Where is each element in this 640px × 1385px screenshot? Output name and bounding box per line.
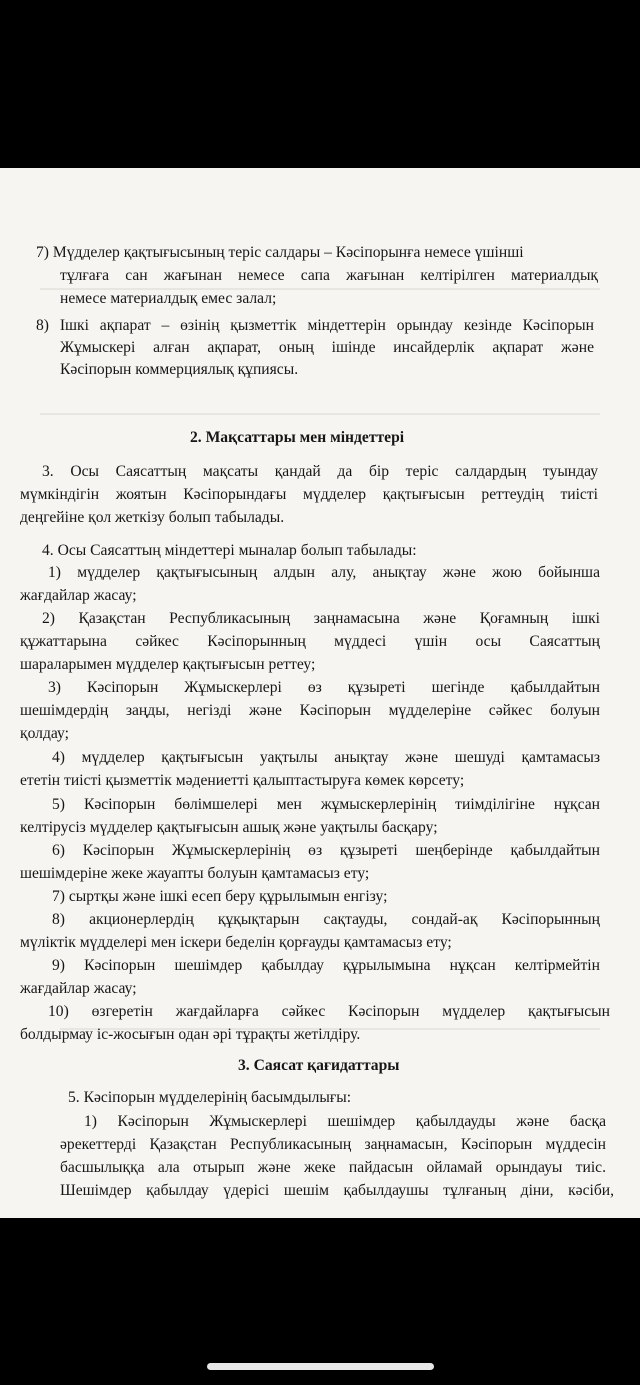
text-line: келтірусіз мүдделер қақтығысын ашық және уақтылы басқару;	[20, 819, 438, 836]
text-line: 4) мүдделер қақтығысын уақтылы анықтау және шешуді қамтамасыз	[52, 749, 600, 766]
text-line: әрекеттерді Қазақстан Республикасының заңнамасын, Кәсіпорын мүддесін	[60, 1136, 606, 1153]
text-line: 4. Осы Саясаттың міндеттері мыналар болып табылады:	[42, 542, 417, 559]
section-heading: 2. Мақсаттары мен міндеттері	[190, 429, 405, 446]
text-line: 8) Ішкі ақпарат – өзінің қызметтік міндеттерін орындау кезінде Кәсіпорын	[36, 317, 594, 334]
text-line: 1) Кәсіпорын Жұмыскерлері шешімдер қабылдауды және басқа	[84, 1113, 606, 1130]
text-line: шешімдеріне жеке жауапты болуын қамтамасыз ету;	[20, 865, 370, 882]
text-line: 3. Осы Саясаттың мақсаты қандай да бір теріс салдардың туындау	[42, 463, 598, 480]
text-line: 10) өзгеретін жағдайларға сәйкес Кәсіпорын мүдделер қақтығысын	[48, 1003, 610, 1020]
text-line: 7) сыртқы және ішкі есеп беру құрылымын енгізу;	[52, 888, 388, 905]
text-line: басшылыққа ала отырып және жеке пайдасын ойламай орындауы тиіс.	[60, 1159, 606, 1176]
text-line: ететін тиісті қызметтік мәдениетті қалыптастыруға көмек көрсету;	[20, 772, 465, 789]
text-line: 2) Қазақстан Республикасының заңнамасына және Қоғамның ішкі	[42, 610, 600, 627]
text-line: 5. Кәсіпорын мүдделерінің басымдылығы:	[68, 1089, 352, 1106]
text-line: 9) Кәсіпорын шешімдер қабылдау құрылымына нұқсан келтірмейтін	[52, 957, 600, 974]
text-line: жағдайлар жасау;	[20, 587, 137, 604]
text-line: 6) Кәсіпорын Жұмыскерлерінің өз құзыреті шеңберінде қабылдайтын	[52, 842, 600, 859]
document-page	[0, 168, 640, 1218]
text-line: Шешімдер қабылдау үдерісі шешім қабылдаушы тұлғаның діни, кәсіби,	[60, 1182, 614, 1199]
text-line: мүмкіндігін жоятын Кәсіпорындағы мүдделер қақтығысын реттеудің тиісті	[20, 486, 598, 503]
text-line: шараларымен мүдделер қақтығысын реттеу;	[20, 656, 316, 673]
home-indicator[interactable]	[207, 1363, 434, 1370]
text-line: болдырмау іс-жосығын одан әрі тұрақты жетілдіру.	[20, 1026, 361, 1043]
text-line: Кәсіпорын коммерциялық құпиясы.	[60, 361, 299, 378]
text-line: тұлғаға сан жағынан немесе сапа жағынан келтірілген материалдық	[60, 267, 598, 284]
text-line: 1) мүдделер қақтығысының алдын алу, анықтау және жою бойынша	[48, 564, 600, 581]
text-line: 7) Мүдделер қақтығысының теріс салдары – Кәсіпорынға немесе үшінші	[36, 244, 524, 261]
text-line: 5) Кәсіпорын бөлімшелері мен жұмыскерлерінің тиімділігіне нұқсан	[52, 796, 600, 813]
text-line: құжаттарына сәйкес Кәсіпорынның мүддесі үшін осы Саясаттың	[20, 633, 600, 650]
text-line: 8) акционерлердің құқықтарын сақтауды, сондай-ақ Кәсіпорынның	[52, 911, 600, 928]
text-line: деңгейіне қол жеткізу болып табылады.	[20, 509, 285, 526]
text-line: шешімдердің заңды, негізді және Кәсіпорын мүдделеріне сәйкес болуын	[20, 702, 600, 719]
bleed-through	[40, 413, 600, 415]
text-line: қолдау;	[20, 725, 69, 742]
text-line: жағдайлар жасау;	[20, 980, 137, 997]
text-line: Жұмыскері алған ақпарат, оның ішінде инсайдерлік ақпарат және	[60, 339, 594, 356]
section-heading: 3. Саясат қағидаттары	[238, 1057, 400, 1074]
text-line: немесе материалдық емес залал;	[60, 290, 277, 307]
text-line: 3) Кәсіпорын Жұмыскерлері өз құзыреті шегінде қабылдайтын	[48, 679, 600, 696]
text-line: мүліктік мүдделері мен іскери беделін қорғауды қамтамасыз ету;	[20, 934, 452, 951]
